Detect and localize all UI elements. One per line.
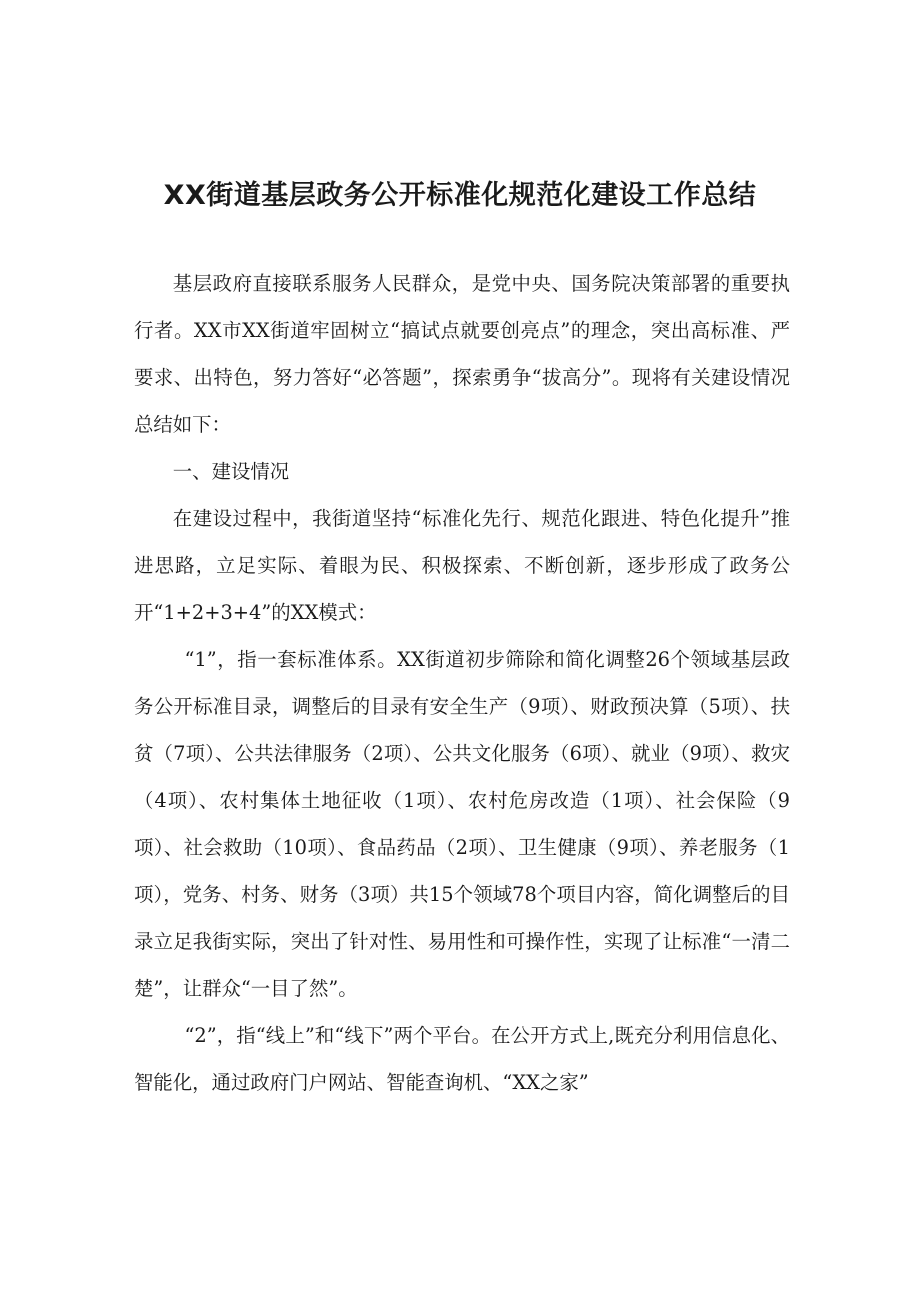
section-heading-construction: 一、建设情况 [172,460,290,483]
intro-paragraph: 基层政府直接联系服务人民群众，是党中央、国务院决策部署的重要执行者。XX市XX街道牢固树立“搞试点就要创亮点”的理念，突出高标准、严要求、出特色，努力答好“必答题”，探索勇争“拔高分”。现将有关建设情况总结如下： [134,272,790,436]
document-body [134,260,790,1106]
point-two-paragraph: “2”，指“线上”和“线下”两个平台。在公开方式上,既充分利用信息化、智能化，通过政府门户网站、智能查询机、“XX之家” [134,1024,790,1094]
construction-paragraph: 在建设过程中，我街道坚持“标准化先行、规范化跟进、特色化提升”推进思路，立足实际、着眼为民、积极探索、不断创新，逐步形成了政务公开“1+2+3+4”的XX模式： [134,507,790,624]
point-one-paragraph: “1”，指一套标准体系。XX街道初步筛除和简化调整26个领域基层政务公开标准目录，调整后的目录有安全生产（9项）、财政预决算（5项）、扶贫（7项）、公共法律服务（2项）、公共文化服务（6项）、就业（9项）、救灾（4项）、农村集体土地征收（1项）、农村危房改造（1项）、社会保险（9项）、社会救助（10项）、食品药品（2项）、卫生健康（9项）、养老服务（1项），党务、村务、财务（3项）共15个领域78个项目内容，简化调整后的目录立足我街实际，突出了针对性、易用性和可操作性，实现了让标准“一清二楚”，让群众“一目了然”。 [134,648,790,1000]
document-title: XX街道基层政务公开标准化规范化建设工作总结 [163,180,757,211]
